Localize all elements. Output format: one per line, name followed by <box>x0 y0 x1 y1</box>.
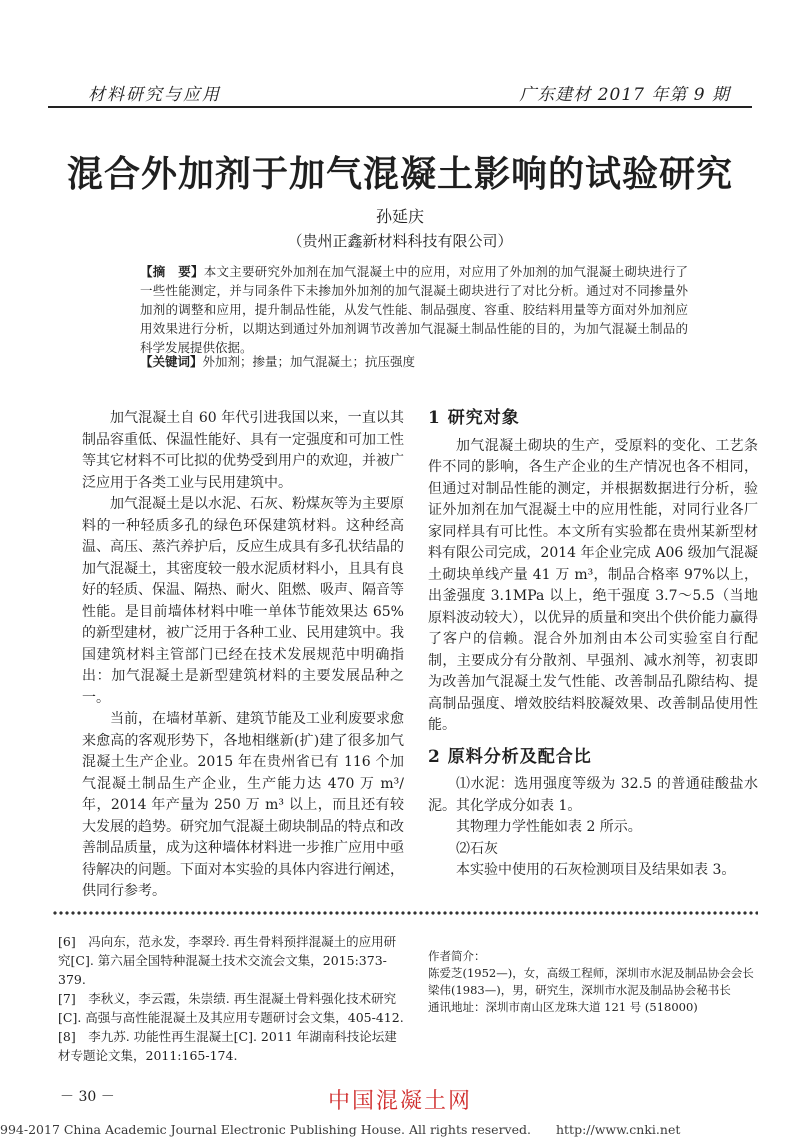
body-paragraph: 本实验中使用的石灰检测项目及结果如表 3。 <box>456 862 736 878</box>
body-paragraph: 当前，在墙材革新、建筑节能及工业利废要求愈来愈高的客观形势下，各地相继新(扩)建了很多加气混凝土生产企业。2015 年在贵州省已有 116 个加气混凝土制品生产企业，生产能力达 470 万 m³/ 年，2014 年产量为 250 万 m³ 以上，而且还有较大发展的趋势。研究加气混凝土砌块制品的特点和改善制品质量，成为这种墙体材料进一步推广应用中亟待解决的问题。下面对本实验的具体内容进行阐述，供同行参考。 <box>82 711 404 899</box>
journal-issue-label: 广东建材 2017 年第 9 期 <box>519 85 730 105</box>
reference-list <box>58 932 408 1065</box>
journal-section-label: 材料研究与应用 <box>88 85 221 105</box>
keywords-text: 外加剂；掺量；加气混凝土；抗压强度 <box>202 354 416 369</box>
section-heading-2: 2 原料分析及配合比 <box>428 746 592 767</box>
reference-item: [6] 冯向东，范永发，李翠玲. 再生骨料预拌混凝土的应用研究[C]. 第六届全国特种混凝土技术交流会文集，2015:373-379. <box>58 934 397 987</box>
author-info-line: 陈爱芝(1952—)，女，高级工程师，深圳市水泥及制品协会会长 <box>428 966 754 980</box>
author-info-block <box>428 948 758 1016</box>
article-title: 混合外加剂于加气混凝土影响的试验研究 <box>66 153 733 195</box>
article-author: 孙延庆 <box>375 207 424 226</box>
page-number: － 30 － <box>60 1089 115 1105</box>
running-header <box>48 74 752 108</box>
body-paragraph: 加气混凝土砌块的生产，受原料的变化、工艺条件不同的影响，各生产企业的生产情况也各不相同，但通过对制品性能的测定，并根据数据进行分析，验证外加剂在加气混凝土中的应用性能，对同行业各厂家同样具有可比性。本文所有实验都在贵州某新型材料有限公司完成，2014 年企业完成 A06 级加气混凝土砌块单线产量 41 万 m³，制品合格率 97%以上，出釜强度 3.1MPa 以上，绝干强度 3.7～5.5（当地原料波动较大），以优异的质量和突出个供价能力赢得了客户的信赖。混合外加剂由本公司实验室自行配制，主要成分有分散剂、早强剂、减水剂等，初衷即为改善加气混凝土发气性能、改善制品孔隙结构、提高制品强度、增效胶结料胶凝效果、改善制品使用性能。 <box>428 437 758 733</box>
body-paragraph: 其物理力学性能如表 2 所示。 <box>456 819 642 835</box>
keywords-label: 【关键词】 <box>140 354 203 369</box>
body-paragraph: 加气混凝土是以水泥、石灰、粉煤灰等为主要原料的一种轻质多孔的绿色环保建筑材料。这种经高温、高压、蒸汽养护后，反应生成具有多孔状结晶的加气混凝土，其密度较一般水泥质材料小，且具有良好的轻质、保温、隔热、耐火、阻燃、吸声、隔音等性能。是目前墙体材料中唯一单体节能效果达 65%的新型建材，被广泛用于各种工业、民用建筑中。我国建筑材料主管部门已经在技术发展规范中明确指出：加气混凝土是新型建筑材料的主要发展品种之一。 <box>82 496 404 706</box>
reference-item: [8] 李九苏. 功能性再生混凝土[C]. 2011 年湖南科技论坛建材专题论文集，2011:165-174. <box>58 1029 397 1063</box>
author-info-label: 作者简介： <box>428 949 486 963</box>
left-column <box>82 408 404 903</box>
author-info-line: 梁伟(1983—)，男，研究生，深圳市水泥及制品协会秘书长 <box>428 983 731 997</box>
keywords-block <box>140 352 688 370</box>
abstract-text: 本文主要研究外加剂在加气混凝土中的应用，对应用了外加剂的加气混凝土砌块进行了一些性能测定，并与同条件下未掺加外加剂的加气混凝土砌块进行了对比分析。通过对不同掺量外加剂的调整和应用，提升制品性能，从发气性能、制品强度、容重、胶结料用量等方面对外加剂应用效果进行分析，以期达到通过外加剂调节改善加气混凝土制品性能的目的，为加气混凝土制品的科学发展提供依据。 <box>140 264 688 355</box>
copyright-footer: 994-2017 China Academic Journal Electronic Publishing House. All rights reserved. http://www.cnki.net <box>0 1122 681 1137</box>
author-info-line: 通讯地址：深圳市南山区龙珠大道 121 号 (518000) <box>428 1000 698 1014</box>
dotted-divider <box>52 910 758 916</box>
abstract-label: 【摘 要】 <box>140 264 204 279</box>
header-rule <box>48 106 752 108</box>
article-affiliation: （贵州正鑫新材料科技有限公司） <box>287 232 513 250</box>
body-paragraph: ⑵石灰 <box>456 840 498 857</box>
right-column <box>428 408 758 882</box>
body-paragraph: 加气混凝土自 60 年代引进我国以来，一直以其制品容重低、保温性能好、具有一定强度和可加工性等其它材料不可比拟的优势受到用户的欢迎，并被广泛应用于各类工业与民用建筑中。 <box>82 410 404 491</box>
reference-item: [7] 李秋义，李云霞，朱崇绩. 再生混凝土骨料强化技术研究[C]. 高强与高性能混凝土及其应用专题研讨会文集，405-412. <box>58 991 404 1025</box>
body-paragraph: ⑴水泥：选用强度等级为 32.5 的普通硅酸盐水泥。其化学成分如表 1。 <box>428 776 758 814</box>
watermark-text: 中国混凝土网 <box>327 1089 472 1114</box>
section-heading-1: 1 研究对象 <box>428 408 520 428</box>
abstract-block <box>140 262 688 357</box>
